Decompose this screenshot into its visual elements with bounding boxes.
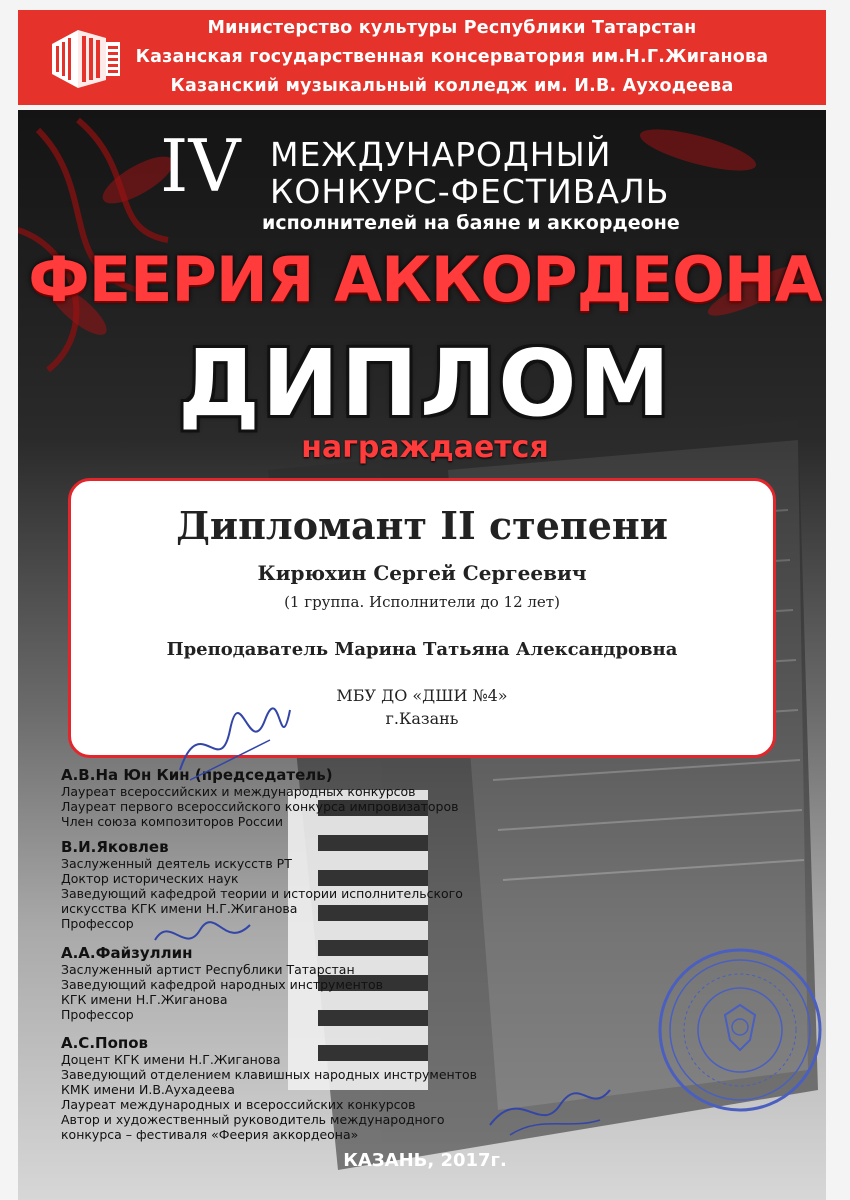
title-performers: исполнителей на баяне и аккордеоне — [262, 212, 680, 234]
jury-member-4 — [61, 1034, 477, 1142]
title-international: МЕЖДУНАРОДНЫЙ — [270, 135, 612, 174]
conservatory-line: Казанская государственная консерватория им.Н.Г.Жиганова — [135, 47, 769, 67]
awarded-label: награждается — [301, 430, 549, 465]
jury-credential: Лауреат первого всероссийского конкурса импровизаторов — [61, 799, 459, 814]
document-title: ДИПЛОМ — [177, 330, 673, 437]
jury-credential: Заведующий кафедрой теории и истории исполнительского — [61, 886, 463, 901]
jury-name: В.И.Яковлев — [61, 838, 169, 856]
jury-name: А.С.Попов — [61, 1034, 149, 1052]
jury-name: А.В.На Юн Кин (председатель) — [61, 766, 333, 784]
signature-3 — [480, 1075, 620, 1145]
jury-credential: Заслуженный деятель искусств РТ — [61, 856, 292, 871]
teacher-name: Преподаватель Марина Татьяна Александровна — [166, 639, 678, 660]
edition-number: IV — [160, 124, 241, 208]
jury-credential: Заведующий отделением клавишных народных инструментов — [61, 1067, 478, 1082]
header-banner — [18, 10, 826, 105]
jury-credential: Доцент КГК имени Н.Г.Жиганова — [61, 1052, 281, 1067]
jury-credential: Лауреат международных и всероссийских конкурсов — [61, 1097, 416, 1112]
jury-credential: Заведующий кафедрой народных инструментов — [61, 977, 384, 992]
recipient-name: Кирюхин Сергей Сергеевич — [257, 561, 587, 585]
jury-credential: Лауреат всероссийских и международных конкурсов — [61, 784, 416, 799]
signature-2 — [150, 905, 270, 965]
festival-name: ФЕЕРИЯ АККОРДЕОНА — [28, 243, 822, 316]
college-line: Казанский музыкальный колледж им. И.В. Ауходеева — [170, 76, 734, 96]
jury-credential: КМК имени И.В.Аухадеева — [61, 1082, 235, 1097]
jury-credential: Профессор — [61, 916, 134, 931]
school-name: МБУ ДО «ДШИ №4» — [336, 686, 508, 705]
jury-credential: Заслуженный артист Республики Татарстан — [61, 962, 355, 977]
jury-credential: Профессор — [61, 1007, 134, 1022]
jury-credential: Доктор исторических наук — [61, 871, 239, 886]
jury-name: А.А.Файзуллин — [61, 944, 193, 962]
award-degree: Дипломант II степени — [176, 503, 668, 548]
award-category: (1 группа. Исполнители до 12 лет) — [284, 593, 560, 611]
city-name: г.Казань — [385, 709, 459, 728]
jury-credential: конкурса – фестиваля «Феерия аккордеона» — [61, 1127, 359, 1142]
place-and-year: КАЗАНЬ, 2017г. — [343, 1150, 507, 1171]
jury-credential: Член союза композиторов России — [61, 814, 283, 829]
official-stamp-icon — [655, 945, 825, 1115]
ministry-line: Министерство культуры Республики Татарстан — [207, 18, 697, 38]
jury-credential: искусства КГК имени Н.Г.Жиганова — [61, 901, 298, 916]
signature-1 — [170, 700, 300, 790]
title-contest-festival: КОНКУРС-ФЕСТИВАЛЬ — [270, 172, 670, 211]
jury-credential: Автор и художественный руководитель международного — [61, 1112, 445, 1127]
jury-credential: КГК имени Н.Г.Жиганова — [61, 992, 228, 1007]
